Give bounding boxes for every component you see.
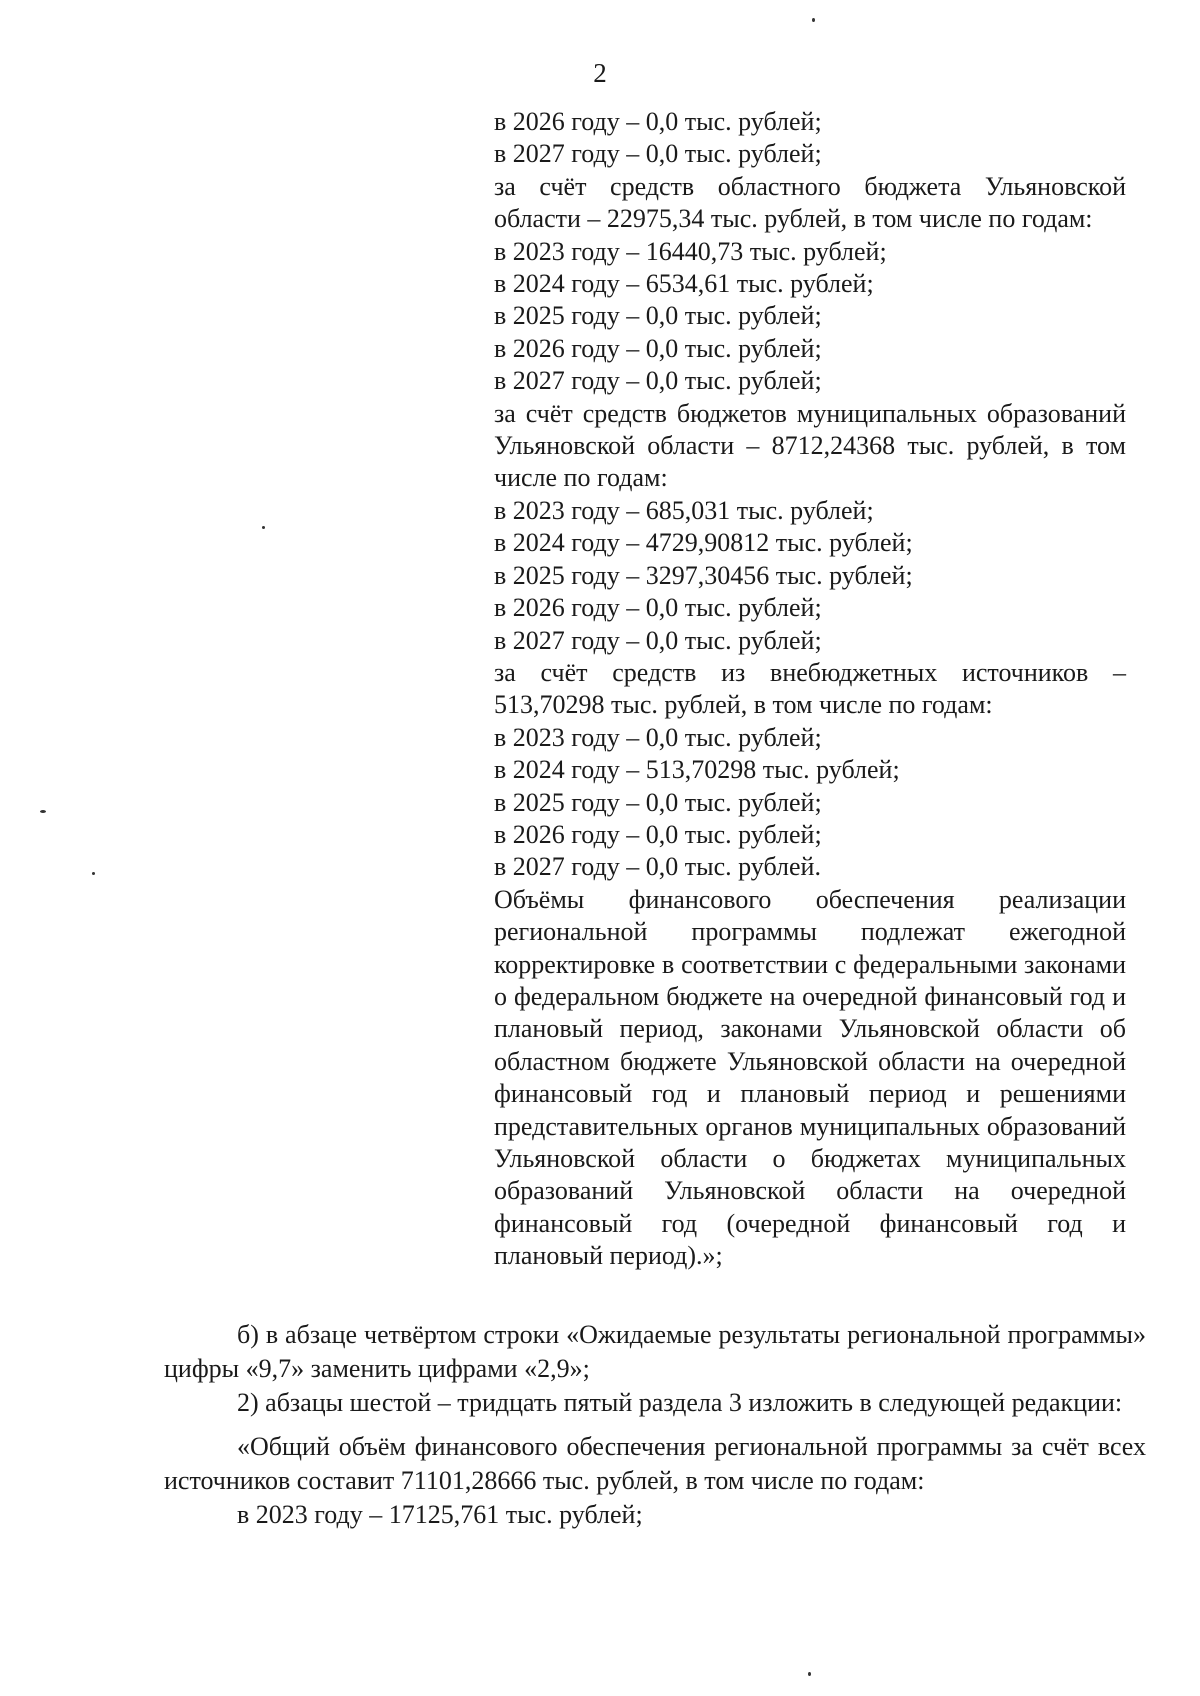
year-line: в 2027 году – 0,0 тыс. рублей; — [494, 625, 822, 655]
year-line: в 2026 году – 0,0 тыс. рублей; — [494, 593, 822, 623]
scan-speck — [812, 18, 815, 22]
scan-speck — [262, 526, 265, 529]
year-line: в 2023 году – 0,0 тыс. рублей; — [494, 722, 822, 752]
total-funding-paragraph: «Общий объём финансового обеспечения региональной программы за счёт всех источников составит 71101,28666 тыс. рублей, в том числе по годам: — [164, 1432, 1146, 1495]
year-line: в 2023 году – 685,031 тыс. рублей; — [494, 495, 874, 525]
year-line: в 2025 году – 3297,30456 тыс. рублей; — [494, 560, 913, 590]
year-line: в 2026 году – 0,0 тыс. рублей; — [494, 819, 822, 849]
municipal-budget-paragraph: за счёт средств бюджетов муниципальных образований Ульяновской области – 8712,24368 тыс. рублей, в том числе по годам: — [494, 398, 1126, 493]
year-line: в 2026 году – 0,0 тыс. рублей; — [494, 107, 822, 136]
item-b-paragraph: б) в абзаце четвёртом строки «Ожидаемые результаты региональной программы» цифры «9,7» заменить цифрами «2,9»; — [164, 1320, 1146, 1383]
year-line: в 2027 году – 0,0 тыс. рублей. — [494, 852, 821, 882]
year-line-2023: в 2023 году – 17125,761 тыс. рублей; — [237, 1500, 643, 1529]
scan-speck — [92, 872, 95, 875]
scan-speck — [808, 1672, 811, 1676]
funding-breakdown-column — [494, 106, 1126, 1273]
year-line: в 2027 году – 0,0 тыс. рублей; — [494, 139, 822, 169]
year-line: в 2025 году – 0,0 тыс. рублей; — [494, 301, 822, 331]
year-line: в 2024 году – 4729,90812 тыс. рублей; — [494, 528, 913, 558]
item-2-paragraph: 2) абзацы шестой – тридцать пятый раздела 3 изложить в следующей редакции: — [237, 1388, 1123, 1417]
year-line: в 2024 году – 513,70298 тыс. рублей; — [494, 755, 900, 785]
year-line: в 2027 году – 0,0 тыс. рублей; — [494, 366, 822, 396]
year-line: в 2025 году – 0,0 тыс. рублей; — [494, 787, 822, 817]
regional-budget-paragraph: за счёт средств областного бюджета Ульяновской области – 22975,34 тыс. рублей, в том числе по годам: — [494, 171, 1126, 234]
extrabudgetary-paragraph: за счёт средств из внебюджетных источников – 513,70298 тыс. рублей, в том числе по годам: — [494, 657, 1126, 720]
year-line: в 2026 году – 0,0 тыс. рублей; — [494, 333, 822, 363]
year-line: в 2023 году – 16440,73 тыс. рублей; — [494, 236, 887, 266]
amendment-body — [164, 1318, 1146, 1532]
year-line: в 2024 году – 6534,61 тыс. рублей; — [494, 269, 874, 299]
scan-speck — [40, 810, 46, 813]
page-number: 2 — [593, 58, 607, 88]
volumes-adjustment-paragraph: Объёмы финансового обеспечения реализации региональной программы подлежат ежегодной корректировке в соответствии с федеральными законами о федеральном бюджете на очередной финансовый год и плановый период, законами Ульяновской области об областном бюджете Ульяновской области на очередной финансовый год и плановый период и решениями представительных органов муниципальных образований Ульяновской области о бюджетах муниципальных образований Ульяновской области на очередной финансовый год (очередной финансовый год и плановый период).»; — [494, 884, 1126, 1271]
